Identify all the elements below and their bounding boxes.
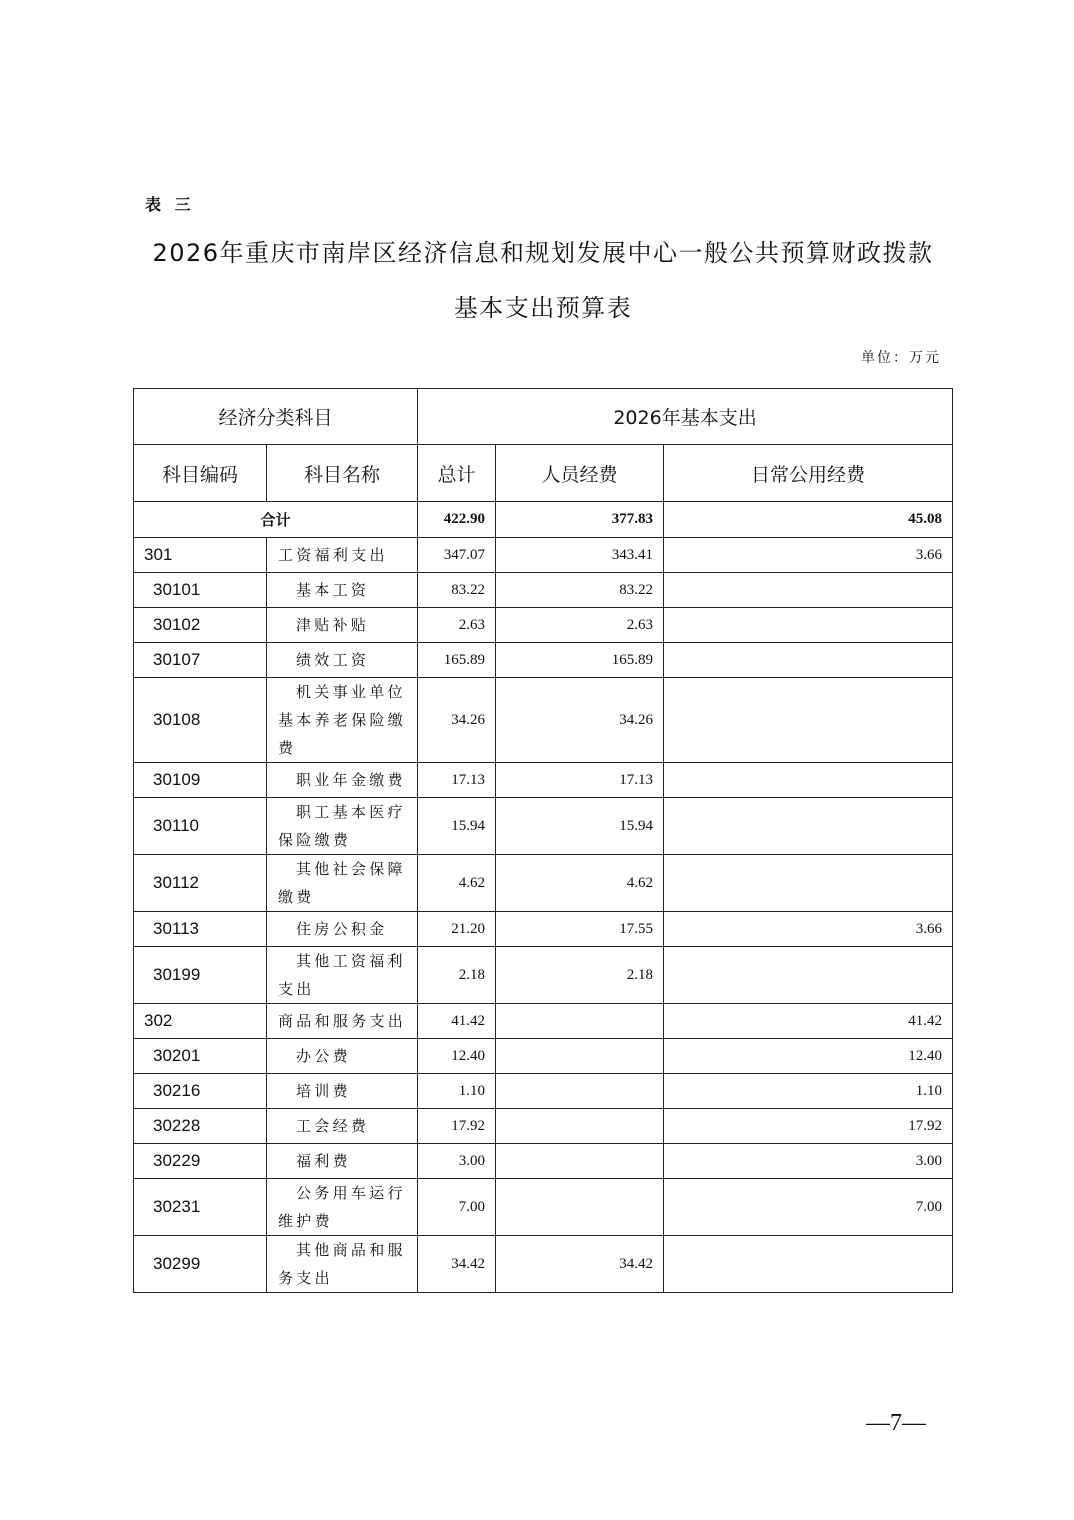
table-label: 表 三 bbox=[145, 195, 195, 214]
table-row bbox=[134, 1179, 953, 1236]
personnel-cell: 34.26 bbox=[496, 678, 664, 763]
name-cell: 福利费 bbox=[267, 1144, 418, 1179]
public-cell: 12.40 bbox=[664, 1039, 953, 1074]
public-cell bbox=[664, 608, 953, 643]
code-cell: 30112 bbox=[134, 855, 267, 912]
page-number: —7— bbox=[866, 1410, 926, 1436]
personnel-cell: 17.13 bbox=[496, 763, 664, 798]
header-name: 科目名称 bbox=[267, 445, 418, 502]
personnel-cell: 4.62 bbox=[496, 855, 664, 912]
code-cell: 302 bbox=[134, 1004, 267, 1039]
name-cell: 其他社会保障缴费 bbox=[267, 855, 418, 912]
total-total: 422.90 bbox=[418, 502, 496, 538]
name-cell: 职业年金缴费 bbox=[267, 763, 418, 798]
code-cell: 30110 bbox=[134, 798, 267, 855]
name-cell: 工会经费 bbox=[267, 1109, 418, 1144]
header-personnel: 人员经费 bbox=[496, 445, 664, 502]
table-row bbox=[134, 608, 953, 643]
table-row bbox=[134, 1039, 953, 1074]
name-cell: 公务用车运行维护费 bbox=[267, 1179, 418, 1236]
total-public: 45.08 bbox=[664, 502, 953, 538]
personnel-cell bbox=[496, 1039, 664, 1074]
total-cell: 34.42 bbox=[418, 1236, 496, 1293]
unit-label: 单位：万元 bbox=[861, 350, 941, 366]
code-cell: 30107 bbox=[134, 643, 267, 678]
header-basic-expenditure: 2026年基本支出 bbox=[418, 389, 953, 445]
personnel-cell: 83.22 bbox=[496, 573, 664, 608]
name-cell: 其他商品和服务支出 bbox=[267, 1236, 418, 1293]
total-personnel: 377.83 bbox=[496, 502, 664, 538]
personnel-cell: 34.42 bbox=[496, 1236, 664, 1293]
name-cell: 绩效工资 bbox=[267, 643, 418, 678]
table-row bbox=[134, 798, 953, 855]
public-cell bbox=[664, 678, 953, 763]
total-cell: 41.42 bbox=[418, 1004, 496, 1039]
code-cell: 30108 bbox=[134, 678, 267, 763]
public-cell bbox=[664, 855, 953, 912]
public-cell bbox=[664, 573, 953, 608]
total-cell: 15.94 bbox=[418, 798, 496, 855]
public-cell: 3.00 bbox=[664, 1144, 953, 1179]
header-public: 日常公用经费 bbox=[664, 445, 953, 502]
table-row bbox=[134, 1236, 953, 1293]
total-cell: 7.00 bbox=[418, 1179, 496, 1236]
total-cell: 21.20 bbox=[418, 912, 496, 947]
personnel-cell: 2.18 bbox=[496, 947, 664, 1004]
public-cell bbox=[664, 643, 953, 678]
code-cell: 30109 bbox=[134, 763, 267, 798]
total-cell: 17.92 bbox=[418, 1109, 496, 1144]
code-cell: 30228 bbox=[134, 1109, 267, 1144]
total-cell: 83.22 bbox=[418, 573, 496, 608]
document-title: 2026年重庆市南岸区经济信息和规划发展中心一般公共预算财政拨款基本支出预算表 bbox=[152, 239, 934, 322]
code-cell: 30113 bbox=[134, 912, 267, 947]
name-cell: 津贴补贴 bbox=[267, 608, 418, 643]
header-total: 总计 bbox=[418, 445, 496, 502]
personnel-cell bbox=[496, 1074, 664, 1109]
total-cell: 1.10 bbox=[418, 1074, 496, 1109]
table-row bbox=[134, 855, 953, 912]
public-cell bbox=[664, 798, 953, 855]
personnel-cell bbox=[496, 1004, 664, 1039]
personnel-cell: 15.94 bbox=[496, 798, 664, 855]
public-cell: 3.66 bbox=[664, 538, 953, 573]
total-cell: 17.13 bbox=[418, 763, 496, 798]
code-cell: 30101 bbox=[134, 573, 267, 608]
personnel-cell bbox=[496, 1144, 664, 1179]
total-row bbox=[134, 502, 953, 538]
total-cell: 3.00 bbox=[418, 1144, 496, 1179]
code-cell: 30229 bbox=[134, 1144, 267, 1179]
table-row bbox=[134, 1144, 953, 1179]
name-cell: 工资福利支出 bbox=[267, 538, 418, 573]
name-cell: 其他工资福利支出 bbox=[267, 947, 418, 1004]
total-cell: 2.18 bbox=[418, 947, 496, 1004]
name-cell: 机关事业单位基本养老保险缴费 bbox=[267, 678, 418, 763]
total-cell: 165.89 bbox=[418, 643, 496, 678]
total-cell: 34.26 bbox=[418, 678, 496, 763]
table-row bbox=[134, 643, 953, 678]
name-cell: 职工基本医疗保险缴费 bbox=[267, 798, 418, 855]
name-cell: 基本工资 bbox=[267, 573, 418, 608]
table-row bbox=[134, 1004, 953, 1039]
personnel-cell bbox=[496, 1109, 664, 1144]
public-cell bbox=[664, 947, 953, 1004]
public-cell: 17.92 bbox=[664, 1109, 953, 1144]
personnel-cell: 2.63 bbox=[496, 608, 664, 643]
public-cell: 3.66 bbox=[664, 912, 953, 947]
table-row bbox=[134, 947, 953, 1004]
code-cell: 301 bbox=[134, 538, 267, 573]
code-cell: 30299 bbox=[134, 1236, 267, 1293]
public-cell bbox=[664, 763, 953, 798]
total-cell: 4.62 bbox=[418, 855, 496, 912]
public-cell: 1.10 bbox=[664, 1074, 953, 1109]
name-cell: 培训费 bbox=[267, 1074, 418, 1109]
name-cell: 商品和服务支出 bbox=[267, 1004, 418, 1039]
code-cell: 30216 bbox=[134, 1074, 267, 1109]
table-row bbox=[134, 678, 953, 763]
table-row bbox=[134, 912, 953, 947]
name-cell: 住房公积金 bbox=[267, 912, 418, 947]
personnel-cell: 343.41 bbox=[496, 538, 664, 573]
header-economic-classification: 经济分类科目 bbox=[134, 389, 418, 445]
code-cell: 30201 bbox=[134, 1039, 267, 1074]
total-label: 合计 bbox=[134, 502, 418, 538]
name-cell: 办公费 bbox=[267, 1039, 418, 1074]
total-cell: 347.07 bbox=[418, 538, 496, 573]
personnel-cell: 165.89 bbox=[496, 643, 664, 678]
code-cell: 30199 bbox=[134, 947, 267, 1004]
personnel-cell bbox=[496, 1179, 664, 1236]
public-cell: 7.00 bbox=[664, 1179, 953, 1236]
table-row bbox=[134, 538, 953, 573]
budget-table bbox=[133, 388, 953, 1293]
code-cell: 30102 bbox=[134, 608, 267, 643]
code-cell: 30231 bbox=[134, 1179, 267, 1236]
table-row bbox=[134, 573, 953, 608]
table-row bbox=[134, 1074, 953, 1109]
total-cell: 12.40 bbox=[418, 1039, 496, 1074]
public-cell: 41.42 bbox=[664, 1004, 953, 1039]
header-code: 科目编码 bbox=[134, 445, 267, 502]
table-row bbox=[134, 1109, 953, 1144]
total-cell: 2.63 bbox=[418, 608, 496, 643]
table-row bbox=[134, 763, 953, 798]
personnel-cell: 17.55 bbox=[496, 912, 664, 947]
public-cell bbox=[664, 1236, 953, 1293]
